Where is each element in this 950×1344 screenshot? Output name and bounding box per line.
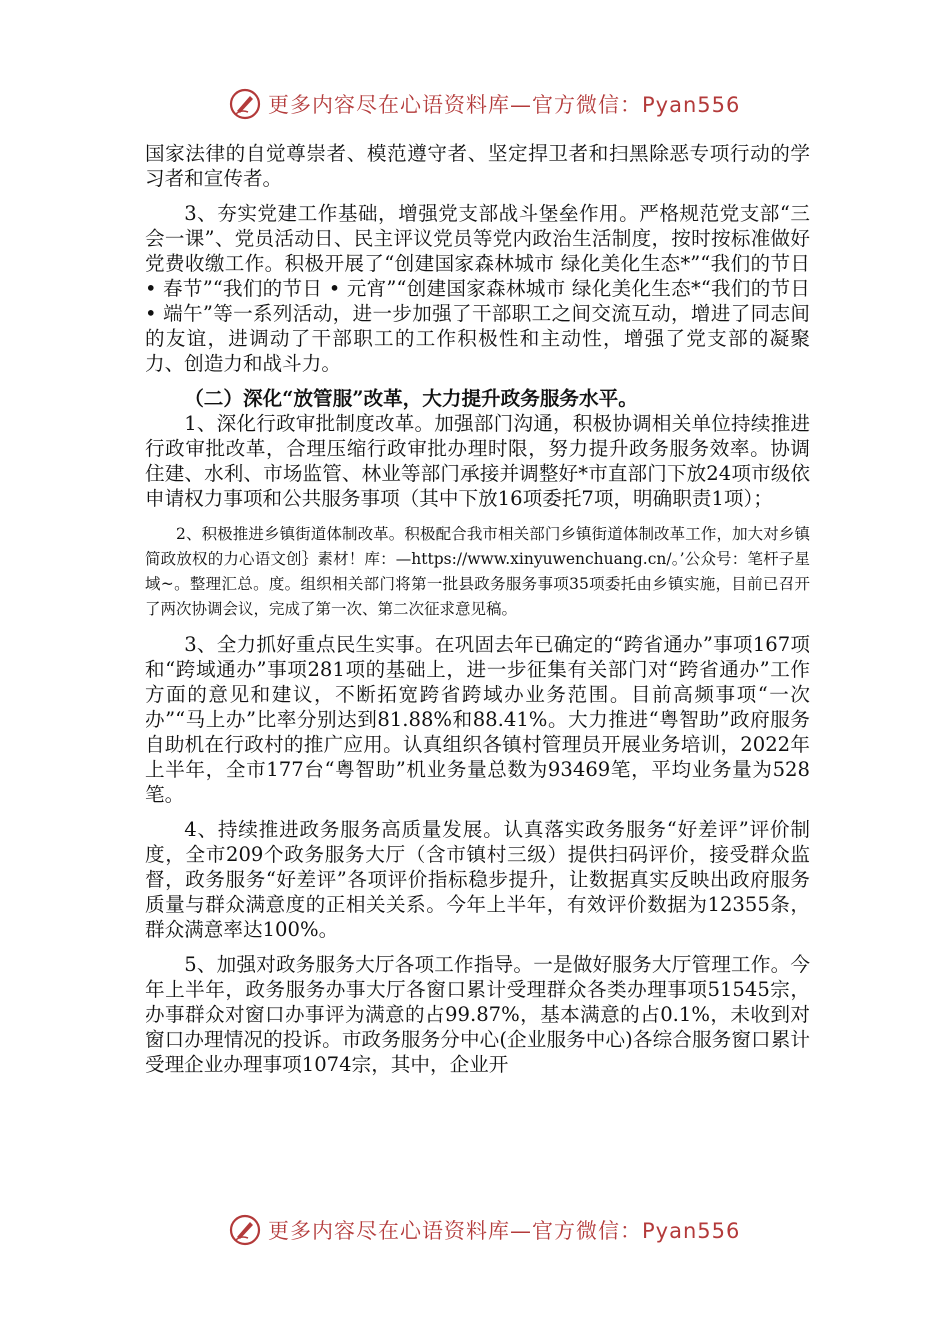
logo-icon bbox=[228, 1213, 262, 1247]
footer-banner bbox=[228, 1210, 740, 1250]
banner-text: 更多内容尽在心语资料库—官方微信：Pyan556 bbox=[268, 93, 741, 117]
section-heading: （二）深化“放管服”改革，大力提升政务服务水平。 bbox=[184, 387, 638, 410]
paragraph-approval-reform: 1、深化行政审批制度改革。加强部门沟通，积极协调相关单位持续推进行政审批改革，合理压缩行政审批办理时限，努力提升政务服务效率。协调住建、水利、市场监管、林业等部门承接并调整好*市直部门下放24项市级依申请权力事项和公共服务事项（其中下放16项委托7项，明确职责1项）； bbox=[145, 412, 810, 510]
banner-text: 更多内容尽在心语资料库—官方微信：Pyan556 bbox=[268, 1219, 741, 1243]
logo-icon bbox=[228, 87, 262, 121]
document-body bbox=[145, 141, 810, 1077]
paragraph-township-reform: 2、积极推进乡镇街道体制改革。积极配合我市相关部门乡镇街道体制改革工作，加大对乡镇简政放权的力心语文创｝素材！库：—https://www.xinyuwenchuang.cn/。’公众号：笔杆子星域~。整理汇总。度。组织相关部门将第一批县政务服务事项35项委托由乡镇实施，目前已召开了两次协调会议，完成了第一次、第二次征求意见稿。 bbox=[145, 525, 810, 618]
paragraph-continuation: 国家法律的自觉尊崇者、模范遵守者、坚定捍卫者和扫黑除恶专项行动的学习者和宣传者。 bbox=[145, 142, 810, 190]
paragraph-service-hall: 5、加强对政务服务大厅各项工作指导。一是做好服务大厅管理工作。今年上半年，政务服务办事大厅各窗口累计受理群众各类办理事项51545宗，办事群众对窗口办事评为满意的占99.87%，基本满意的占0.1%，未收到对窗口办理情况的投诉。市政务服务分中心(企业服务中心)各综合服务窗口累计受理企业办理事项1074宗，其中，企业开 bbox=[145, 953, 810, 1076]
paragraph-livelihood: 3、全力抓好重点民生实事。在巩固去年已确定的“跨省通办”事项167项和“跨域通办”事项281项的基础上，进一步征集有关部门对“跨省通办”工作方面的意见和建议，不断拓宽跨省跨域办业务范围。目前高频事项“一次办”“马上办”比率分别达到81.88%和88.41%。大力推进“粤智助”政府服务自助机在行政村的推广应用。认真组织各镇村管理员开展业务培训，2022年上半年，全市177台“粤智助”机业务量总数为93469笔，平均业务量为528笔。 bbox=[145, 633, 810, 806]
paragraph-party-building: 3、夯实党建工作基础，增强党支部战斗堡垒作用。严格规范党支部“三会一课”、党员活动日、民主评议党员等党内政治生活制度，按时按标准做好党费收缴工作。积极开展了“创建国家森林城市 绿化美化生态*”“我们的节日 • 春节”“我们的节日 • 元宵”“创建国家森林城市 绿化美化生态*“我们的节日 • 端午”等一系列活动，进一步加强了干部职工之间交流互动，增进了同志间的友谊，进调动了干部职工的工作积极性和主动性，增强了党支部的凝聚力、创造力和战斗力。 bbox=[145, 202, 810, 375]
header-banner bbox=[228, 84, 740, 124]
paragraph-service-quality: 4、持续推进政务服务高质量发展。认真落实政务服务“好差评”评价制度，全市209个政务服务大厅（含市镇村三级）提供扫码评价，接受群众监督，政务服务“好差评”各项评价指标稳步提升，让数据真实反映出政府服务质量与群众满意度的正相关关系。今年上半年，有效评价数据为12355条，群众满意率达100%。 bbox=[145, 818, 810, 941]
